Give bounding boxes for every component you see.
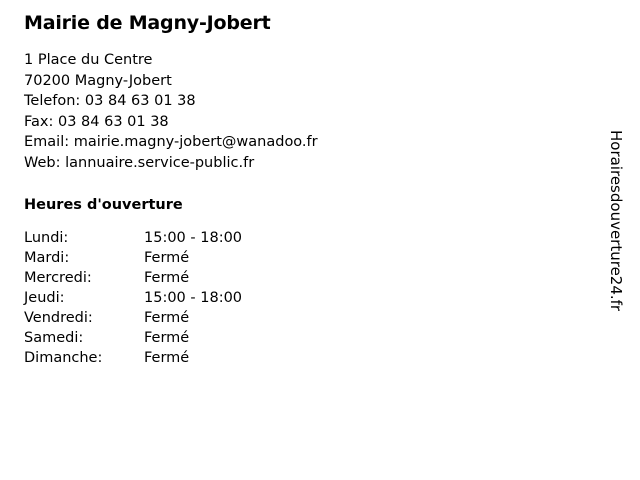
hours-day-value: Fermé: [144, 310, 190, 326]
address-block: [24, 50, 584, 173]
table-row: [24, 288, 242, 308]
hours-day-label: Dimanche:: [24, 350, 103, 366]
hours-day-label: Lundi:: [24, 230, 69, 246]
address-line-email: Email: mairie.magny-jobert@wanadoo.fr: [24, 134, 318, 150]
address-line-web: Web: lannuaire.service-public.fr: [24, 154, 255, 171]
hours-day-label: Mercredi:: [24, 270, 92, 286]
address-line-phone: Telefon: 03 84 63 01 38: [24, 93, 196, 109]
table-row: [24, 248, 242, 268]
page-title: Mairie de Magny-Jobert: [24, 12, 271, 34]
hours-day-value: 15:00 - 18:00: [144, 290, 243, 306]
hours-day-value: Fermé: [144, 350, 190, 366]
table-row: [24, 308, 242, 328]
document-content: [24, 12, 584, 368]
hours-day-label: Mardi:: [24, 250, 70, 266]
hours-day-value: 15:00 - 18:00: [144, 230, 243, 246]
hours-day-value: Fermé: [144, 330, 190, 346]
table-row: [24, 228, 242, 248]
hours-day-value: Fermé: [144, 250, 190, 266]
watermark-text: Horairesdouverture24.fr: [607, 130, 625, 312]
opening-hours-heading: Heures d'ouverture: [24, 197, 183, 213]
opening-hours-table: [24, 228, 242, 368]
table-row: [24, 328, 242, 348]
table-row: [24, 268, 242, 288]
hours-day-label: Jeudi:: [24, 290, 65, 306]
address-line-fax: Fax: 03 84 63 01 38: [24, 113, 169, 130]
hours-day-value: Fermé: [144, 270, 190, 286]
address-line-city: 70200 Magny-Jobert: [24, 72, 172, 89]
hours-day-label: Samedi:: [24, 330, 84, 346]
hours-day-label: Vendredi:: [24, 310, 93, 326]
address-line-street: 1 Place du Centre: [24, 52, 153, 68]
table-row: [24, 348, 242, 368]
